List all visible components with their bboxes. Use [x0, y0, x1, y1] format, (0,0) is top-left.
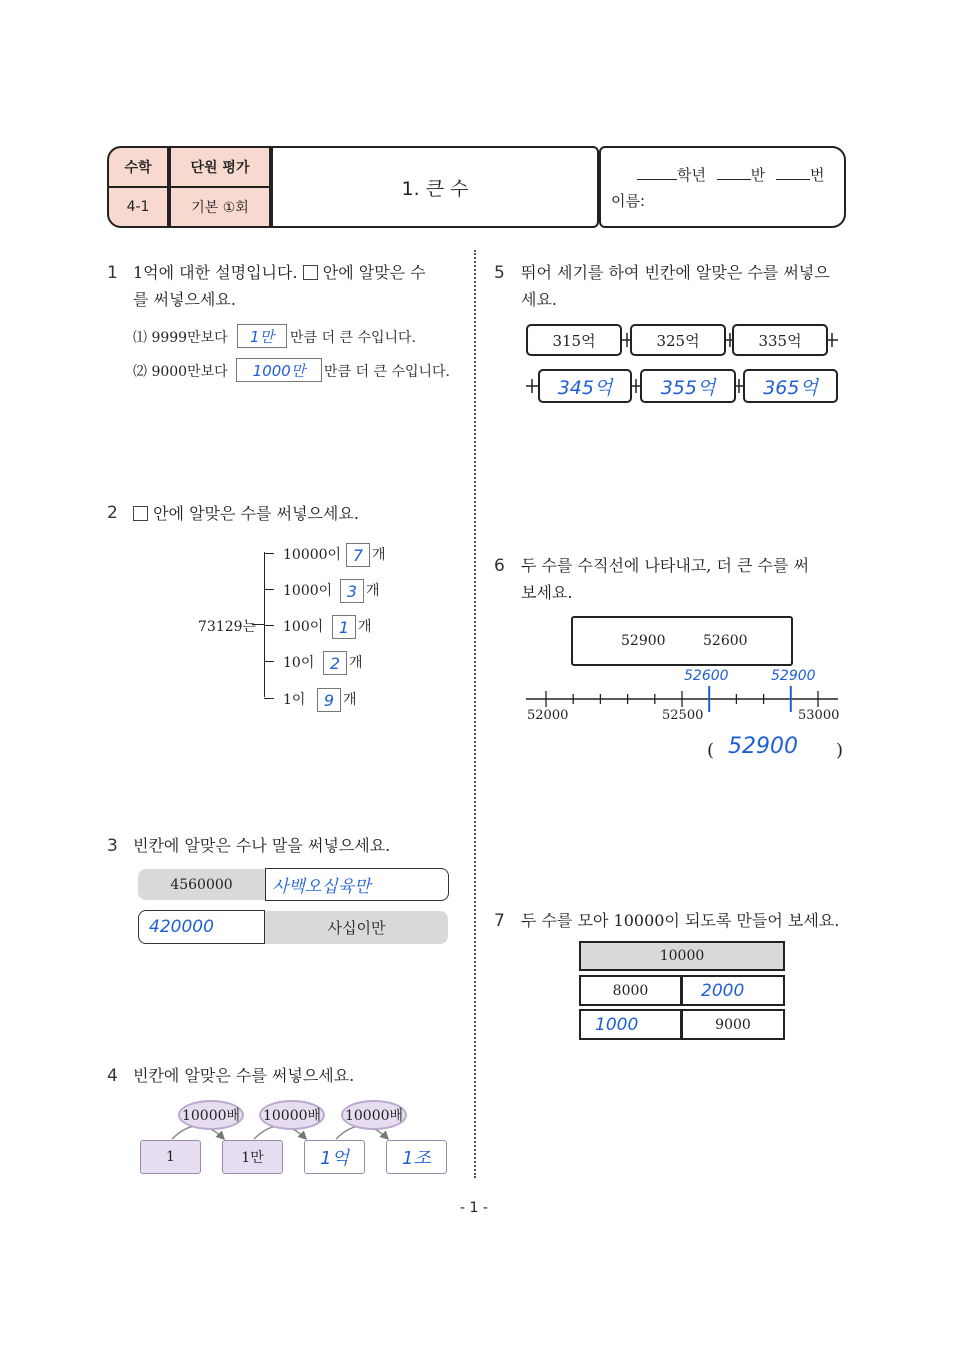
q2-row-tick: [264, 553, 274, 554]
q6-number-box: [571, 616, 793, 666]
q2-row-answer[interactable]: 9: [317, 688, 341, 712]
q7-r2-given: 9000: [682, 1009, 785, 1040]
q2-row-tick: [264, 698, 274, 699]
q4-mult-2: 10000배: [259, 1100, 325, 1130]
number-field-label: 번: [810, 166, 825, 184]
student-info-cell: [599, 146, 846, 228]
q5-given-2: 325억: [630, 324, 726, 356]
unit-title-cell: [271, 146, 599, 228]
q2-stem: [252, 624, 264, 625]
q4-answer-1[interactable]: 1억: [304, 1140, 365, 1174]
q1-p2-answer[interactable]: 1000만: [236, 358, 322, 382]
q4-mult-1: 10000배: [178, 1100, 244, 1130]
q4-mult-3: 10000배: [341, 1100, 407, 1130]
q6-number-2: 52600: [703, 633, 748, 649]
q6-axis-label-2: 52500: [662, 708, 704, 723]
q2-row-unit: 개: [349, 655, 363, 671]
q1-p1-answer[interactable]: 1만: [237, 324, 287, 348]
q2-row-label: 1000이: [283, 583, 333, 599]
q4-prompt: 빈칸에 알맞은 수를 써넣으세요.: [133, 1066, 355, 1085]
q5-answer-1[interactable]: 345억: [538, 369, 632, 403]
q1-prompt: 1억에 대한 설명입니다. 안에 알맞은 수 를 써넣으세요.: [133, 263, 426, 309]
q5-given-3: 335억: [732, 324, 828, 356]
q5-prompt: 뛰어 세기를 하여 빈칸에 알맞은 수를 써넣으 세요.: [521, 263, 830, 309]
grade-cell: [107, 186, 169, 228]
q2-row-tick: [264, 625, 274, 626]
q1-p2-label: ⑵ 9000만보다: [133, 364, 228, 380]
q2-row-unit: 개: [343, 692, 357, 708]
q4-box-2: 1만: [222, 1140, 283, 1174]
q4-number: 4: [107, 1066, 118, 1086]
q3-r1-answer[interactable]: 사백오십육만: [265, 868, 449, 901]
q5-given-1: 315억: [526, 324, 622, 356]
q2-row-answer[interactable]: 2: [323, 651, 347, 675]
q3-r2-word: 사십이만: [265, 911, 448, 944]
q7-number: 7: [494, 911, 505, 931]
q3-prompt: 빈칸에 알맞은 수나 말을 써넣으세요.: [133, 836, 391, 855]
q2-row-answer[interactable]: 7: [346, 543, 370, 567]
q7-r1-given: 8000: [579, 975, 682, 1006]
q6-mark-label-2: 52900: [771, 668, 816, 684]
subject-label: 수학: [124, 160, 152, 176]
q6-number-1: 52900: [621, 633, 666, 649]
q6-number: 6: [494, 556, 505, 576]
q2-prompt: 안에 알맞은 수를 써넣으세요.: [133, 500, 359, 527]
q7-r2-answer[interactable]: 1000: [579, 1009, 682, 1040]
q2-row-unit: 개: [358, 619, 372, 635]
level-cell: [169, 186, 271, 228]
q3-r1-number: 4560000: [138, 869, 265, 900]
q2-root: 73129는: [198, 619, 257, 635]
q2-row-label: 1이: [283, 692, 306, 708]
q2-row-unit: 개: [372, 547, 386, 563]
q1-p1-label: ⑴ 9999만보다: [133, 330, 228, 346]
q2-row-tick: [264, 661, 274, 662]
q7-top: 10000: [579, 941, 785, 971]
test-type-cell: [169, 146, 271, 188]
grade-field-label: 학년: [677, 166, 706, 184]
q5-answer-3[interactable]: 365억: [743, 369, 838, 403]
unit-title: 1. 큰 수: [401, 177, 469, 200]
q6-mark-label-1: 52600: [684, 668, 729, 684]
q2-row-tick: [264, 589, 274, 590]
q1-p2-suffix: 만큼 더 큰 수입니다.: [324, 364, 450, 380]
test-type-label: 단원 평가: [190, 160, 250, 176]
level-label: 기본 ①회: [191, 200, 249, 216]
q5-number: 5: [494, 263, 505, 283]
column-divider: [474, 250, 476, 1178]
q2-row-label: 10000이: [283, 547, 342, 563]
name-field-label: 이름:: [611, 192, 646, 210]
q3-number: 3: [107, 836, 118, 856]
q6-paren-open: (: [707, 740, 715, 761]
q1-p1-suffix: 만큼 더 큰 수입니다.: [290, 330, 416, 346]
blank-square-icon: [133, 506, 148, 521]
q3-r2-answer[interactable]: 420000: [138, 910, 265, 944]
q5-answer-2[interactable]: 355억: [640, 369, 736, 403]
q6-answer[interactable]: 52900: [728, 734, 798, 759]
q4-answer-2[interactable]: 1조: [386, 1140, 447, 1174]
q2-row-answer[interactable]: 1: [332, 615, 356, 639]
q6-prompt: 두 수를 수직선에 나타내고, 더 큰 수를 써 보세요.: [521, 556, 809, 602]
q6-axis-label-1: 52000: [527, 708, 569, 723]
grade-label: 4-1: [126, 199, 150, 215]
q2-number: 2: [107, 503, 118, 523]
q7-r1-answer[interactable]: 2000: [682, 975, 785, 1006]
q6-paren-close: ): [836, 740, 844, 761]
class-field-label: 반: [750, 166, 766, 184]
q2-row-label: 10이: [283, 655, 315, 671]
q4-box-1: 1: [140, 1140, 201, 1174]
q2-row-unit: 개: [366, 583, 380, 599]
blank-square-icon: [303, 265, 318, 280]
subject-cell: [107, 146, 169, 188]
q2-row-answer[interactable]: 3: [340, 579, 364, 603]
page-number: - 1 -: [460, 1200, 488, 1216]
q6-axis-label-3: 53000: [798, 708, 840, 723]
q1-number: 1: [107, 263, 118, 283]
q7-prompt: 두 수를 모아 10000이 되도록 만들어 보세요.: [521, 911, 840, 930]
q2-row-label: 100이: [283, 619, 324, 635]
